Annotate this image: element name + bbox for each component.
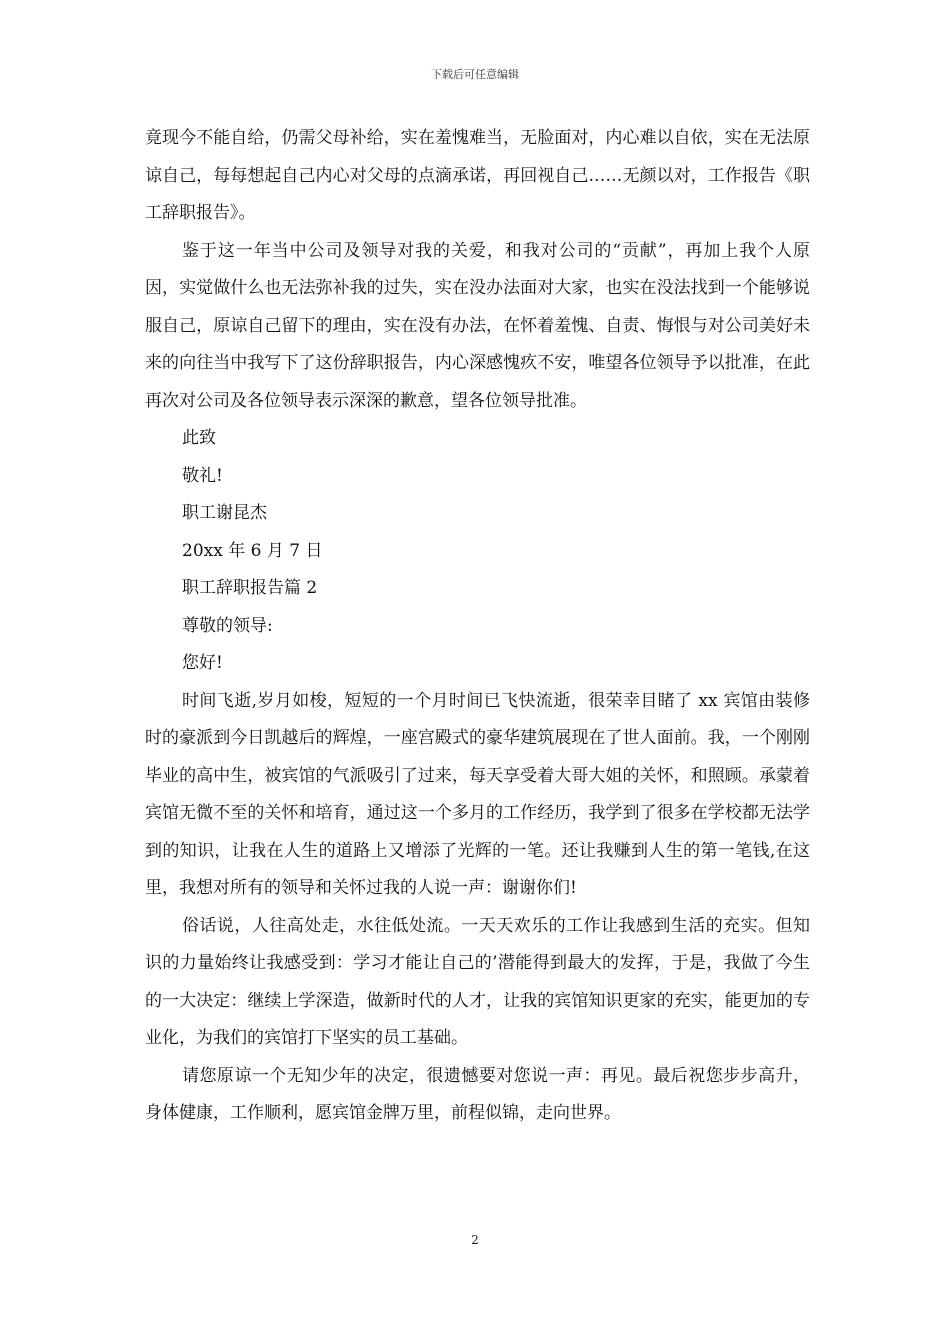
closing-line-1: 此致 bbox=[182, 428, 216, 448]
paragraph-continuation: 竟现今不能自给，仍需父母补给，实在羞愧难当，无脸面对，内心难以自依，实在无法原谅自己，每每想起自己内心对父母的点滴承诺，再回视自己……无颜以对，工作报告《职工辞职报告》。 bbox=[145, 128, 810, 223]
paragraph-resignation-reason: 鉴于这一年当中公司及领导对我的关爱，和我对公司的“贡献”，再加上我个人原因，实觉做什么也无法弥补我的过失，实在没办法面对大家，也实在没法找到一个能够说服自己，原谅自己留下的理由，实在没有办法，在怀着羞愧、自责、悔恨与对公司美好未来的向往当中我写下了这份辞职报告，内心深感愧疚不安，唯望各位领导予以批准，在此再次对公司及各位领导表示深深的歉意，望各位领导批准。 bbox=[145, 240, 810, 411]
signature: 职工谢昆杰 bbox=[182, 503, 267, 523]
paragraph-hotel-experience: 时间飞逝,岁月如梭，短短的一个月时间已飞快流逝，很荣幸目睹了 xx 宾馆由装修时的豪派到今日凯越后的辉煌，一座宫殿式的豪华建筑展现在了世人面前。我，一个刚刚毕业的高中生，被宾馆的气派吸引了过来，每天享受着大哥大姐的关怀，和照顾。承蒙着宾馆无微不至的关怀和培育，通过这一个多月的工作经历，我学到了很多在学校都无法学到的知识，让我在人生的道路上又增添了光辉的一笔。还让我赚到人生的第一笔钱,在这里，我想对所有的领导和关怀过我的人说一声：谢谢你们! bbox=[145, 690, 810, 898]
paragraph-decision: 俗话说，人往高处走，水往低处流。一天天欢乐的工作让我感到生活的充实。但知识的力量始终让我感受到：学习才能让自己的’潜能得到最大的发挥，于是，我做了今生的一大决定：继续上学深造，做新时代的人才，让我的宾馆知识更家的充实，能更加的专业化，为我们的宾馆打下坚实的员工基础。 bbox=[145, 915, 810, 1048]
section-title: 职工辞职报告篇 2 bbox=[182, 578, 318, 598]
page-number: 2 bbox=[471, 1233, 479, 1247]
date-line: 20xx 年 6 月 7 日 bbox=[182, 540, 323, 561]
greeting: 您好! bbox=[182, 653, 223, 673]
salutation: 尊敬的领导: bbox=[182, 615, 273, 636]
closing-line-2: 敬礼! bbox=[182, 465, 223, 486]
page-header: 下载后可任意编辑 bbox=[431, 68, 519, 81]
document-body bbox=[145, 120, 810, 1133]
paragraph-farewell: 请您原谅一个无知少年的决定，很遗憾要对您说一声：再见。最后祝您步步高升，身体健康，工作顺利，愿宾馆金牌万里，前程似锦，走向世界。 bbox=[145, 1065, 810, 1123]
